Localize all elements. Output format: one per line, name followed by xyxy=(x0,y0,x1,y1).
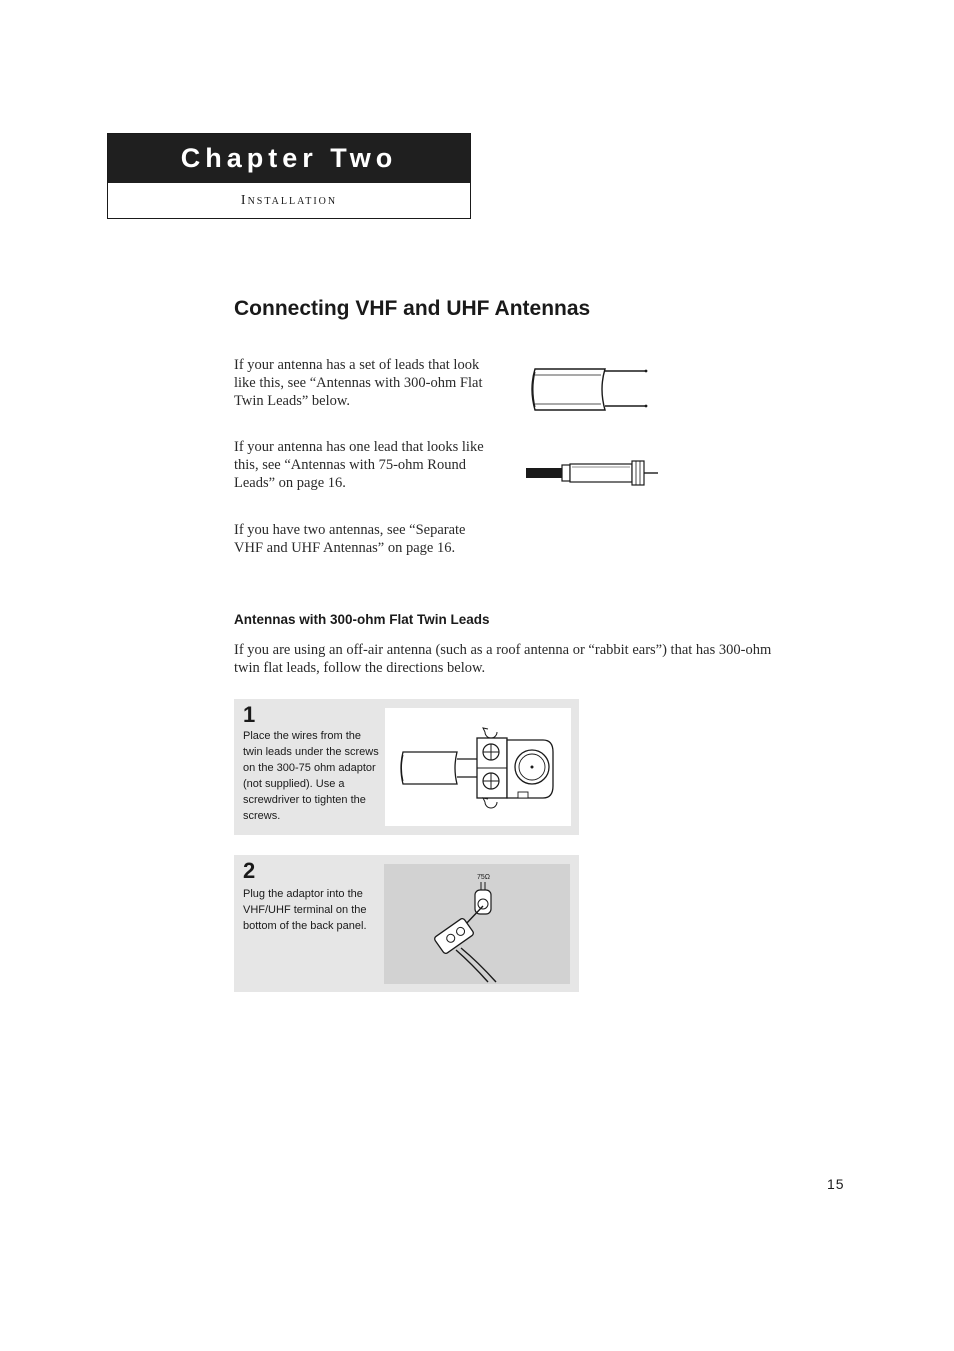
paragraph-round-lead: If your antenna has one lead that looks like this, see “Antennas with 75-ohm Round Leads” on page 16. xyxy=(234,439,484,491)
chapter-title: Chapter Two xyxy=(108,134,470,183)
subsection-title: Antennas with 300-ohm Flat Twin Leads xyxy=(234,612,490,627)
chapter-header xyxy=(107,133,471,219)
chapter-subtitle: Installation xyxy=(240,193,338,208)
step-1-panel xyxy=(234,699,579,835)
adaptor-screws-illustration xyxy=(385,708,571,826)
step-instruction: Plug the adaptor into the VHF/UHF terminal on the bottom of the back panel. xyxy=(243,888,367,932)
page-number: 15 xyxy=(827,1176,845,1192)
subsection-intro: If you are using an off-air antenna (such as a roof antenna or “rabbit ears”) that has 300-ohm twin flat leads, follow the directions below. xyxy=(234,642,772,676)
round-coax-lead-illustration xyxy=(526,459,660,487)
paragraph-flat-twin-leads: If your antenna has a set of leads that look like this, see “Antennas with 300-ohm Flat Twin Leads” below. xyxy=(234,357,483,409)
section-title: Connecting VHF and UHF Antennas xyxy=(234,297,591,320)
terminal-plug-illustration xyxy=(384,864,570,984)
paragraph-two-antennas: If you have two antennas, see “Separate VHF and UHF Antennas” on page 16. xyxy=(234,522,466,556)
step-instruction: Place the wires from the twin leads under the screws on the 300-75 ohm adaptor (not supplied). Use a screwdriver to tighten the screws. xyxy=(243,730,379,822)
step-number: 1 xyxy=(243,702,256,727)
terminal-label: 75Ω xyxy=(477,874,491,881)
flat-twin-lead-illustration xyxy=(529,366,651,414)
step-number: 2 xyxy=(243,858,256,883)
step-2-panel xyxy=(234,855,579,992)
